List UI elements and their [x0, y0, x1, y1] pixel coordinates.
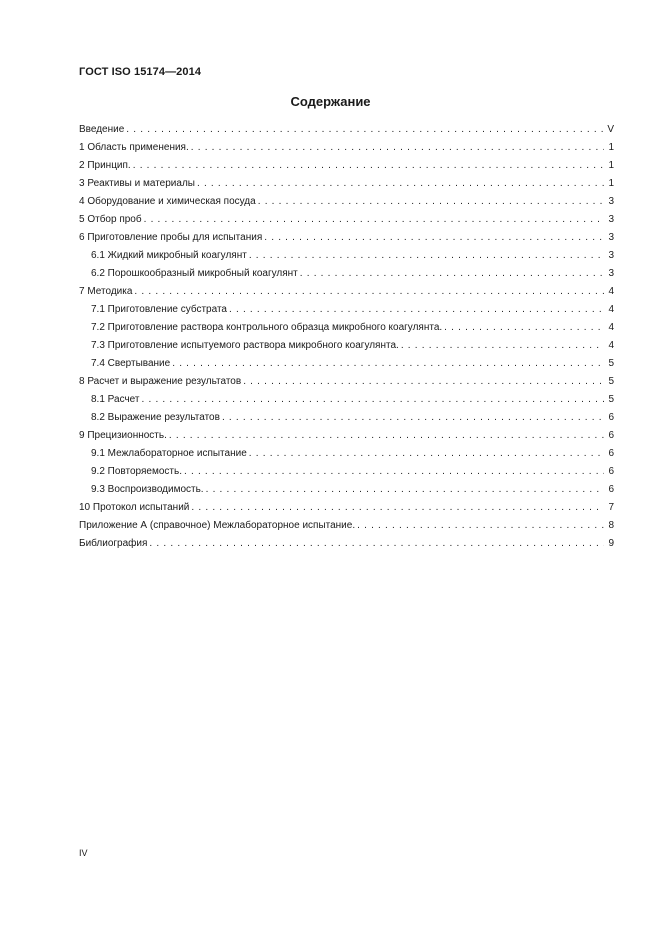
toc-entry[interactable]	[79, 319, 614, 337]
toc-entry-label: 7 Методика	[79, 286, 133, 297]
toc-entry-label: 8 Расчет и выражение результатов	[79, 376, 242, 387]
toc-entry[interactable]	[79, 427, 614, 445]
toc-dot-leader	[133, 157, 604, 175]
toc-dot-leader	[300, 265, 604, 283]
toc-entry[interactable]	[79, 373, 614, 391]
toc-entry-page: 5	[608, 394, 614, 405]
toc-entry[interactable]	[79, 481, 614, 499]
toc-entry-page: 4	[608, 304, 614, 315]
toc-dot-leader	[222, 409, 604, 427]
toc-entry-label: Библиография	[79, 538, 148, 549]
toc-entry[interactable]	[79, 463, 614, 481]
toc-dot-leader	[258, 193, 604, 211]
toc-entry-label: 6 Приготовление пробы для испытания	[79, 232, 263, 243]
toc-dot-leader	[126, 121, 604, 139]
toc-entry[interactable]	[79, 283, 614, 301]
toc-dot-leader	[134, 283, 604, 301]
toc-entry-label: 9.1 Межлабораторное испытание	[91, 448, 247, 459]
table-of-contents	[79, 121, 614, 553]
toc-entry[interactable]	[79, 139, 614, 157]
toc-entry-page: 6	[608, 430, 614, 441]
toc-entry-page: 3	[608, 268, 614, 279]
toc-entry-page: 6	[608, 448, 614, 459]
toc-entry-page: 5	[608, 376, 614, 387]
toc-entry[interactable]	[79, 229, 614, 247]
toc-entry[interactable]	[79, 499, 614, 517]
toc-entry-label: 8.2 Выражение результатов	[91, 412, 220, 423]
toc-dot-leader	[172, 355, 604, 373]
toc-entry-page: 4	[608, 340, 614, 351]
toc-dot-leader	[444, 319, 604, 337]
toc-entry-page: 1	[608, 142, 614, 153]
toc-dot-leader	[264, 229, 604, 247]
toc-dot-leader	[149, 535, 604, 553]
toc-entry-label: 7.1 Приготовление субстрата	[91, 304, 227, 315]
toc-dot-leader	[184, 463, 604, 481]
toc-entry-label: 7.3 Приготовление испытуемого раствора микробного коагулянта.	[91, 340, 399, 351]
toc-entry[interactable]	[79, 445, 614, 463]
document-header-code: ГОСТ ISO 15174—2014	[79, 66, 202, 78]
toc-entry[interactable]	[79, 247, 614, 265]
toc-entry-page: 6	[608, 484, 614, 495]
toc-entry[interactable]	[79, 175, 614, 193]
toc-entry[interactable]	[79, 355, 614, 373]
toc-entry-page: 6	[608, 412, 614, 423]
toc-dot-leader	[191, 499, 604, 517]
toc-entry-page: 1	[608, 178, 614, 189]
toc-dot-leader	[144, 211, 604, 229]
toc-dot-leader	[197, 175, 604, 193]
toc-entry-label: Введение	[79, 124, 125, 135]
toc-entry-page: 7	[608, 502, 614, 513]
toc-entry-label: 7.2 Приготовление раствора контрольного образца микробного коагулянта.	[91, 322, 443, 333]
toc-entry[interactable]	[79, 301, 614, 319]
toc-entry-page: 4	[608, 322, 614, 333]
toc-entry[interactable]	[79, 391, 614, 409]
toc-entry[interactable]	[79, 409, 614, 427]
toc-entry-label: 9.3 Воспроизводимость.	[91, 484, 204, 495]
toc-entry-page: 8	[608, 520, 614, 531]
toc-entry[interactable]	[79, 193, 614, 211]
toc-entry-page: 6	[608, 466, 614, 477]
toc-dot-leader	[243, 373, 604, 391]
toc-dot-leader	[249, 445, 604, 463]
toc-entry-label: Приложение А (справочное) Межлабораторное испытание.	[79, 520, 356, 531]
toc-entry-label: 10 Протокол испытаний	[79, 502, 190, 513]
toc-entry-label: 3 Реактивы и материалы	[79, 178, 195, 189]
toc-entry-page: 1	[608, 160, 614, 171]
toc-entry-label: 4 Оборудование и химическая посуда	[79, 196, 256, 207]
toc-entry-label: 7.4 Свертывание	[91, 358, 171, 369]
toc-entry[interactable]	[79, 337, 614, 355]
toc-dot-leader	[142, 391, 605, 409]
toc-dot-leader	[249, 247, 604, 265]
toc-entry-page: 5	[608, 358, 614, 369]
toc-entry[interactable]	[79, 121, 614, 139]
toc-entry[interactable]	[79, 517, 614, 535]
toc-dot-leader	[206, 481, 604, 499]
toc-entry-page: 3	[608, 214, 614, 225]
toc-entry-label: 6.1 Жидкий микробный коагулянт	[91, 250, 247, 261]
toc-entry-page: 4	[608, 286, 614, 297]
toc-entry-page: 3	[608, 196, 614, 207]
toc-dot-leader	[401, 337, 604, 355]
toc-dot-leader	[229, 301, 604, 319]
toc-title: Содержание	[290, 94, 371, 109]
toc-entry-label: 2 Принцип.	[79, 160, 131, 171]
toc-entry-label: 6.2 Порошкообразный микробный коагулянт	[91, 268, 298, 279]
toc-entry[interactable]	[79, 535, 614, 553]
toc-entry-page: 3	[608, 250, 614, 261]
toc-entry-page: 3	[608, 232, 614, 243]
toc-entry[interactable]	[79, 265, 614, 283]
toc-dot-leader	[169, 427, 604, 445]
toc-entry-label: 5 Отбор проб	[79, 214, 142, 225]
toc-entry-label: 9 Прецизионность.	[79, 430, 167, 441]
toc-entry[interactable]	[79, 157, 614, 175]
toc-entry-label: 9.2 Повторяемость.	[91, 466, 182, 477]
toc-entry-page: 9	[608, 538, 614, 549]
page-number: IV	[79, 848, 88, 858]
toc-entry[interactable]	[79, 211, 614, 229]
toc-entry-label: 8.1 Расчет	[91, 394, 140, 405]
toc-dot-leader	[191, 139, 604, 157]
toc-entry-label: 1 Область применения.	[79, 142, 189, 153]
toc-dot-leader	[357, 517, 604, 535]
toc-entry-page: V	[607, 124, 614, 135]
